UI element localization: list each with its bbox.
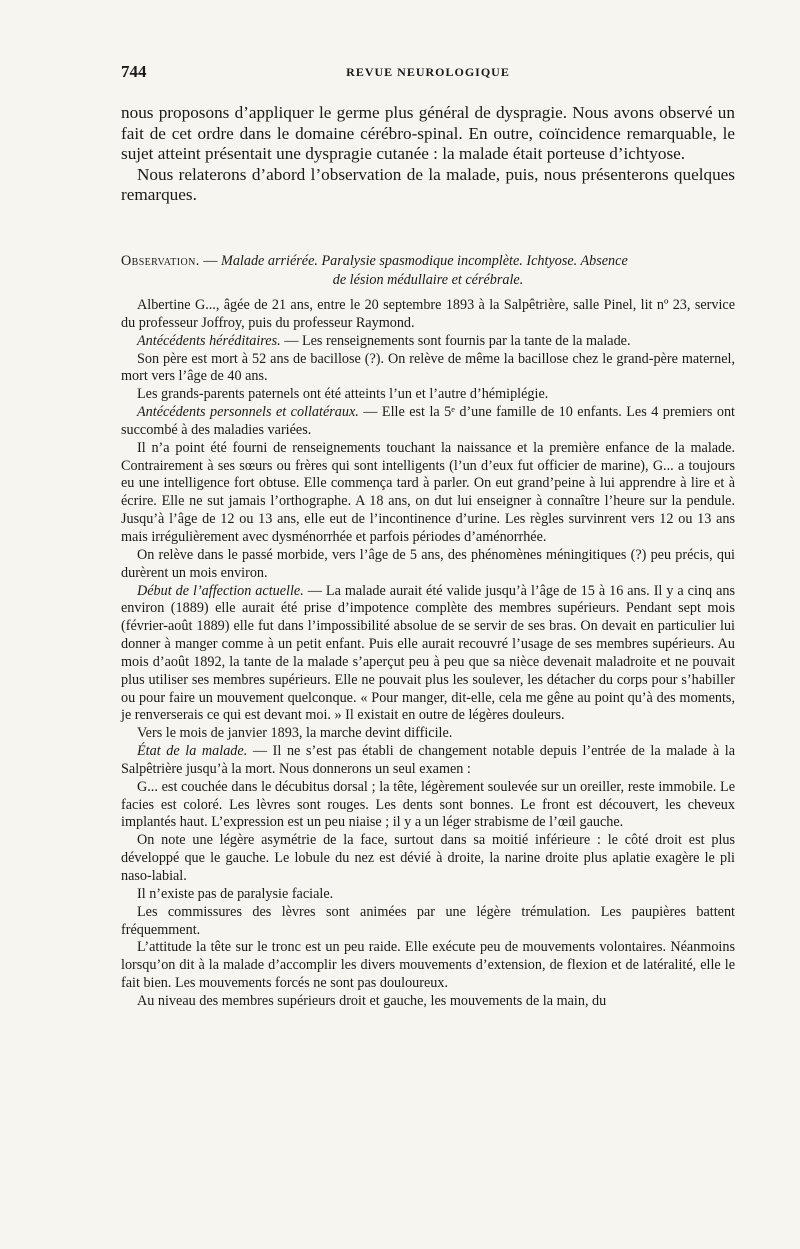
case-paragraph: Les grands-parents paternels ont été atteints l’un et l’autre d’hémiplégie.: [137, 386, 549, 403]
page-header: [121, 62, 735, 86]
heading-dash: —: [199, 253, 222, 269]
observation-title-continued: de lésion médullaire et cérébrale.: [332, 272, 524, 288]
case-paragraph: L’attitude la tête sur le tronc est un peu raide. Elle exécute peu de mouvements volontaires. Néanmoins lorsqu’on dit à la malade d’accomplir les divers mouvements d’extension, de flexion et de latéralité, elle le fait bien. Les mouvements forcés ne sont pas douloureux.: [121, 939, 735, 992]
intro-text: [121, 103, 735, 206]
case-paragraph: Albertine G..., âgée de 21 ans, entre le 20 septembre 1893 à la Salpêtrière, salle Pinel, lit nº 23, service du professeur Joffroy, puis du professeur Raymond.: [121, 297, 735, 331]
page-number: 744: [121, 62, 147, 81]
case-paragraph: Au niveau des membres supérieurs droit et gauche, les mouvements de la main, du: [137, 992, 607, 1009]
case-paragraph: G... est couchée dans le décubitus dorsal ; la tête, légèrement soulevée sur un oreiller, reste immobile. Le facies est coloré. Les lèvres sont rouges. Les dents sont bonnes. Le front est découvert, les cheveux implantés haut. L’expression est un peu niaise ; il y a un léger strabisme de l’œil gauche.: [121, 778, 735, 831]
section-label: Début de l’affection actuelle.: [137, 582, 304, 599]
case-paragraph: Antécédents personnels et collatéraux. — Elle est la 5ᵉ d’une famille de 10 enfants. Les 4 premiers ont succombé à des maladies variées.: [121, 404, 735, 438]
section-label: État de la malade.: [137, 743, 248, 760]
case-paragraph: On note une légère asymétrie de la face, surtout dans sa moitié inférieure : le côté droit est plus développé que le gauche. Le lobule du nez est dévié à droite, la narine droite plus aplatie exagère le pli naso-labial.: [121, 832, 735, 884]
case-report: [121, 297, 735, 1011]
case-paragraph: Il n’a point été fourni de renseignements touchant la naissance et la première enfance de la malade. Contrairement à ses sœurs ou frères qui sont intelligents (l’un d’eux fut officier de marine), G... a toujours eu une intelligence fort obtuse. Elle commença tard à parler. On eut grand’peine à lui apprendre à lire et à écrire. Elle ne sut jamais l’orthographe. A 18 ans, on dut lui enseigner à connaître l’heure sur la pendule. Jusqu’à l’âge de 12 ou 13 ans, elle eut de l’incontinence d’urine. Les règles survinrent vers 12 ou 13 ans mais irrégulièrement avec dysménorrhée et parfois périodes d’aménorrhée.: [121, 439, 735, 545]
section-label: Antécédents personnels et collatéraux.: [137, 404, 359, 421]
section-label: Antécédents héréditaires.: [137, 332, 281, 349]
case-paragraph: Son père est mort à 52 ans de bacillose (?). On relève de même la bacillose chez le grand-père maternel, mort vers l’âge de 40 ans.: [121, 350, 735, 385]
intro-paragraph: Nous relaterons d’abord l’observation de la malade, puis, nous présenterons quelques remarques.: [121, 164, 735, 204]
observation-heading-line: [121, 252, 735, 271]
observation-title: Malade arriérée. Paralysie spasmodique incomplète. Ichtyose. Absence: [221, 253, 628, 269]
case-paragraph: Antécédents héréditaires. — Les renseignements sont fournis par la tante de la malade.: [137, 332, 631, 349]
case-paragraph: Vers le mois de janvier 1893, la marche devint difficile.: [137, 725, 453, 742]
running-title: REVUE NEUROLOGIQUE: [346, 65, 510, 79]
intro-paragraph: nous proposons d’appliquer le germe plus général de dyspragie. Nous avons observé un fait de cet ordre dans le domaine cérébro-spinal. En outre, coïncidence remarquable, le sujet atteint présentait une dyspragie cutanée : la malade était porteuse d’ichtyose.: [121, 103, 735, 163]
observation-heading: [121, 252, 735, 290]
case-paragraph: On relève dans le passé morbide, vers l’âge de 5 ans, des phénomènes méningitiques (?) peu précis, qui durèrent un mois environ.: [121, 546, 735, 581]
case-paragraph: Il n’existe pas de paralysie faciale.: [137, 885, 334, 902]
case-paragraph: Début de l’affection actuelle. — La malade aurait été valide jusqu’à l’âge de 15 à 16 ans. Il y a cinq ans environ (1889) elle aurait été prise d’impotence complète des membres supérieurs. Pendant sept mois (février-août 1889) elle fut dans l’impossibilité absolue de se servir de ses bras. On devait en particulier lui donner à manger comme à un petit enfant. Puis elle aurait recouvré l’usage de ses membres supérieurs. Au mois d’août 1892, la tante de la malade s’aperçut peu à peu que sa nièce devenait maladroite et ne pouvait plus utiliser ses membres supérieurs. Elle ne pouvait plus les soulever, les détacher du corps pour s’habiller ou pour faire un mouvement quelconque. « Pour manger, dit-elle, cela me gêne au point qu’à des moments, je renverserais ce qui est devant moi. » Il existait en outre de légères douleurs.: [121, 582, 735, 724]
case-paragraph: Les commissures des lèvres sont animées par une légère trémulation. Les paupières battent fréquemment.: [121, 903, 735, 938]
case-paragraph: État de la malade. — Il ne s’est pas établi de changement notable depuis l’entrée de la malade à la Salpêtrière jusqu’à la mort. Nous donnerons un seul examen :: [121, 743, 735, 777]
observation-label: Observation.: [121, 253, 200, 269]
